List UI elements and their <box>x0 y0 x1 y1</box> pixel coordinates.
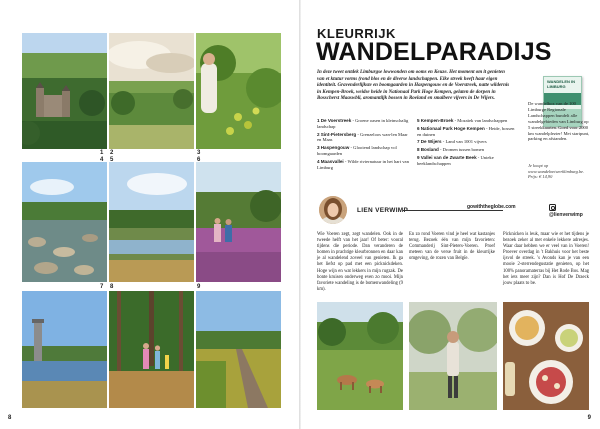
photo-number-7: 7 <box>100 284 104 290</box>
photo-number-6: 6 <box>197 157 201 163</box>
region-item: 5 Kempen-Broek - Mozaïek van landschappen <box>417 118 508 123</box>
photo-forest-family-walk <box>109 291 194 408</box>
author-name: LIEN VERWIMP <box>357 207 409 214</box>
photo-cows-meadow <box>317 302 403 410</box>
photo-food-table <box>503 302 589 410</box>
photo-voerstreek-castle <box>22 33 107 149</box>
body-column-3: Picknicken is leuk, maar wie er het tijdens je bezoek zeker al met enkele lekkere adresjes. Waar daar hebben we er veel van in Voeren! Proever overdag in 't Bakhuis voor het beste ijsvol de streek. 's Avonds kan je van een mooie 2-sterrendegustatie genieten, op het 100% panoramaterras bij Het Rode Bos. Mag het iets meer zijn? Dan is Hof De Draeck jouw plaats to be. <box>503 232 589 286</box>
region-item: 1 De Voerstreek - Groene oasen in kleinschalig landschap <box>317 118 409 129</box>
region-list-right <box>417 118 515 169</box>
photo-meadow-hills <box>109 33 194 149</box>
region-item: 8 Bosland - Dromen tussen bomen <box>417 147 485 153</box>
region-item: 4 Maasvallei - Wilde riviernatuur in het hart van Limburg <box>317 158 409 170</box>
instagram-icon <box>549 204 556 211</box>
wandelbox-title: WANDELEN IN LIMBURG <box>547 79 575 89</box>
photo-heather-hikers <box>196 162 281 282</box>
wandelbox-text: De wandelbox van de 100 Limburge Regionale Landschappen bundelt alle wandelgebieden van Limburg op 5 streekkaarten. Goed voor 2000 km wandelplezier! Met startpunt, parking en afstanden. <box>528 101 590 142</box>
photo-number-2: 2 <box>110 150 114 156</box>
photo-woman-orchard <box>409 302 497 410</box>
page-number-right: 9 <box>587 415 591 421</box>
body-column-2: En zo rond Voeren vind je heel wat kastanjes terug. Bezoek één van mijn favorieten: Commanderij Sint-Pieters-Voeren. Proef meteen van de verse fruit in de kleurrijke omgeving, de rozen van Belgïe. <box>409 232 495 262</box>
region-item: 9 Vallei van de Zwarte Beek - Unieke beeklandschappen <box>417 154 494 166</box>
region-item: 3 Haspengouw - Glooiend landschap vol boomgaarden <box>317 145 397 156</box>
photo-apple-orchard-walker <box>196 33 281 149</box>
region-item: 7 De Wijers - Land van 1001 vijvers <box>417 139 487 145</box>
wandelbox-note: Je koopt op www.wandelnetwerklimburg.be. Prijs: € 14,90 <box>528 163 585 180</box>
left-page <box>0 0 299 429</box>
page-number-left: 8 <box>8 415 12 421</box>
author-bar <box>317 196 589 226</box>
author-instagram-link[interactable] <box>549 204 589 218</box>
author-divider <box>403 210 503 211</box>
article-intro: In deze tweet ontdek Limburgse lowwonden om ooms en Keuze. Het moment om it genieten van et ktutur vorms (rond blos en de diverse landschappen. Elke streek heeft haar eigen identiteit. Gravenderlijkste en boomgaarden in Haspengouw en de Voerstreek, natte wildernis in Kempen-Broek, weidse heide in Nationaal Park Hoge Kempen, gelaten de dorpen in Bosscherst Maaswbli, aromantiljk bossen in Roeland en smalbere vijvers in De Wijers. <box>317 70 510 101</box>
photo-number-1: 1 <box>100 150 104 156</box>
photo-lake-tower <box>22 291 107 408</box>
right-page <box>301 0 600 429</box>
photo-number-4: 4 <box>100 157 104 163</box>
region-item: 6 Nationaal Park Hoge Kempen - Heide, bossen en duinen <box>417 125 515 137</box>
article-kicker: KLEURRIJK <box>317 26 396 41</box>
author-instagram-handle: @lienverwimp <box>549 212 583 218</box>
article-headline: WANDELPARADIJS <box>316 38 552 66</box>
region-item: 2 Sint-Pietersberg - Grenzeloos wan-len Maar en Maas <box>317 131 408 143</box>
photo-river-rocks <box>22 162 107 282</box>
region-list-left <box>317 118 413 172</box>
author-website-link[interactable]: gowiththeglobe.com <box>467 204 516 210</box>
photo-boardwalk-reeds <box>196 291 281 408</box>
photo-number-5: 5 <box>110 157 114 163</box>
photo-number-9: 9 <box>197 284 201 290</box>
photo-number-8: 8 <box>110 284 114 290</box>
photo-heath-pond <box>109 162 194 282</box>
photo-number-3: 3 <box>197 150 201 156</box>
body-column-1: Wie Voeren zegt, zegt wandelen. Ook in de tweede helft van het jaar! Of beter: vooral tijdens die periode. Dan veranderen de bomen in prachtige kleurbronnen en daar kan je al wandelend zoveel van genieten. Ik ga het liefst op pad met een picknickdeken. Hoge wijn en wat lekkers in mijn rugzak. De bonte kruisen onderweg even zo mooi. Mijn favoriete wandeling is de bomenwandeling (9 km). <box>317 232 403 292</box>
author-avatar <box>319 196 347 224</box>
